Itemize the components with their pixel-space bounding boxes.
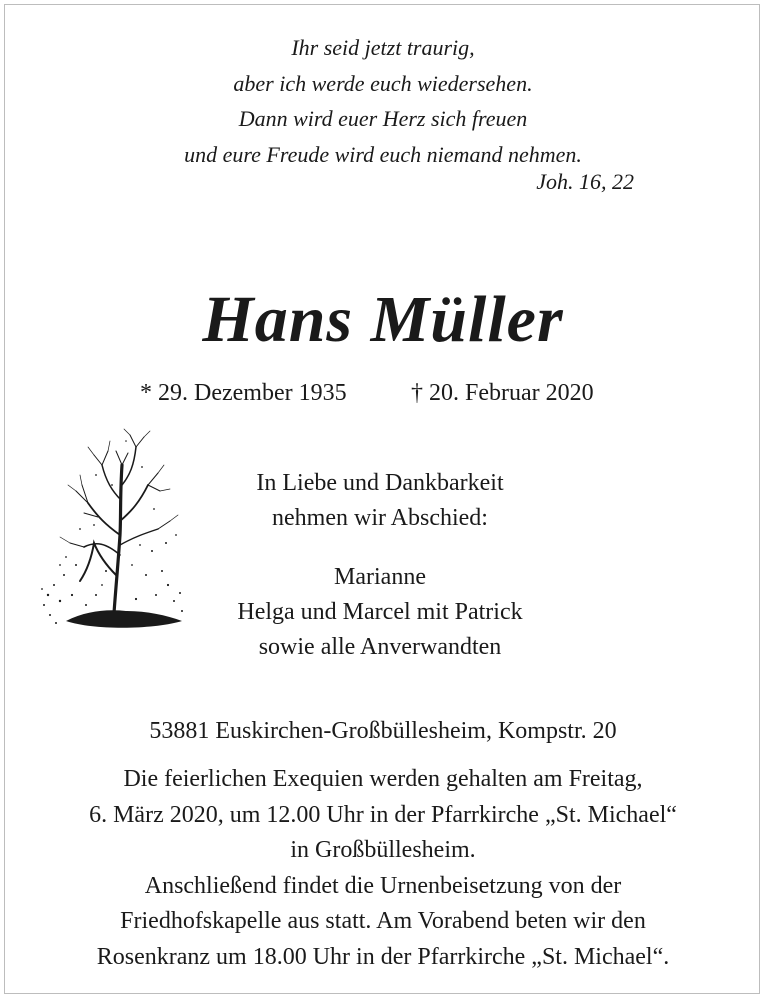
bible-verse	[0, 30, 766, 172]
farewell-line: nehmen wir Abschied:	[272, 505, 488, 531]
death-date: † 20. Februar 2020	[411, 380, 594, 406]
verse-line: aber ich werde euch wiedersehen.	[233, 70, 533, 96]
service-line: in Großbüllesheim.	[290, 837, 476, 864]
mourner-line: Marianne	[334, 564, 426, 590]
farewell-text	[140, 466, 620, 536]
mourners-list	[140, 560, 620, 665]
service-line: Die feierlichen Exequien werden gehalten am Freitag,	[123, 766, 643, 792]
verse-reference: Joh. 16, 22	[536, 169, 634, 194]
service-line: Anschließend findet die Urnenbeisetzung von der	[144, 872, 622, 899]
verse-line: Ihr seid jetzt traurig,	[291, 35, 475, 60]
service-info	[0, 762, 766, 976]
verse-line: und eure Freude wird euch niemand nehmen.	[184, 141, 582, 167]
mourner-line: sowie alle Anverwandten	[258, 634, 502, 660]
farewell-line: In Liebe und Dankbarkeit	[256, 470, 504, 496]
service-line: Friedhofskapelle aus statt. Am Vorabend beten wir den	[120, 908, 646, 935]
birth-date: * 29. Dezember 1935	[140, 380, 347, 406]
deceased-name: Hans Müller	[202, 283, 564, 356]
verse-line: Dann wird euer Herz sich freuen	[238, 106, 528, 131]
service-line: 6. März 2020, um 12.00 Uhr in der Pfarrkirche „St. Michael“	[89, 801, 677, 828]
address: 53881 Euskirchen-Großbüllesheim, Kompstr. 20	[149, 718, 617, 744]
service-line: Rosenkranz um 18.00 Uhr in der Pfarrkirche „St. Michael“.	[96, 943, 670, 970]
mourner-line: Helga und Marcel mit Patrick	[237, 599, 523, 625]
